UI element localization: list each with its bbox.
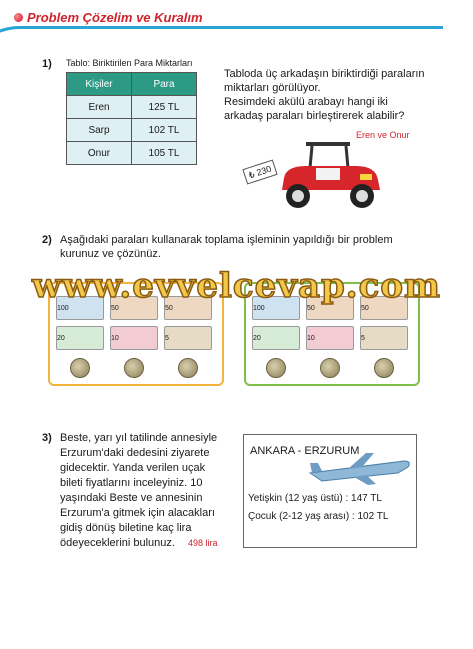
table-cell-name: Eren [67,96,132,119]
banknote: 5 [360,326,408,350]
coin [178,358,198,378]
q3-number: 3) [42,432,52,444]
q1-number: 1) [42,58,52,70]
q2-text-line-2: kurunuz ve çözünüz. [60,248,161,260]
q2-text-line-1: Aşağıdaki paraları kullanarak toplama işleminin yapıldığı bir problem [60,234,393,246]
table-header-people: Kişiler [67,73,132,96]
table-cell-name: Sarp [67,119,132,142]
q1-text-line-3: Resimdeki akülü arabayı hangi iki [224,96,388,108]
banknote: 100 [56,296,104,320]
banknote: 20 [252,326,300,350]
table-cell-name: Onur [67,142,132,165]
q3-text-line-4: bileti fiyatlarını inceleyiniz. 10 [60,477,203,489]
price-tag-text: ₺ 230 [247,163,273,181]
coin [70,358,90,378]
q3-text-line-5: yaşındaki Beste ve annesinin [60,492,203,504]
bullet-icon [14,13,23,22]
coin [374,358,394,378]
banknote: 100 [252,296,300,320]
q3-text-line-7: gidiş dönüş biletine kaç lira [60,522,192,534]
section-title [14,10,203,25]
q3-text-line-1: Beste, yarı yıl tatilinde annesiyle [60,432,218,444]
watermark: www.evvelcevap.com [32,266,441,306]
section-title-text: Problem Çözelim ve Kuralım [27,10,203,25]
table-cell-amount: 102 TL [132,119,197,142]
toy-car-image [276,138,386,216]
q3-text-line-3: gidecektir. Yanda verilen uçak [60,462,206,474]
ticket-child-price: Çocuk (2-12 yaş arası) : 102 TL [248,511,389,522]
savings-table [66,72,197,165]
ticket-adult-price: Yetişkin (12 yaş üstü) : 147 TL [248,493,382,504]
coin [320,358,340,378]
table-header-money: Para [132,73,197,96]
q3-answer: 498 lira [188,538,218,548]
banknote: 20 [56,326,104,350]
banknote: 10 [110,326,158,350]
coin [124,358,144,378]
banknote: 50 [110,296,158,320]
airplane-icon [308,451,412,487]
ticket-route: ANKARA - ERZURUM [250,445,360,457]
banknote: 50 [164,296,212,320]
flight-ticket-box [243,434,417,548]
table-cell-amount: 125 TL [132,96,197,119]
coin [266,358,286,378]
banknote: 50 [306,296,354,320]
q1-text-line-2: miktarları görülüyor. [224,82,321,94]
banknote: 5 [164,326,212,350]
table-cell-amount: 105 TL [132,142,197,165]
q2-number: 2) [42,234,52,246]
q3-text-line-6: Erzurum'a gitmek için alacakları [60,507,215,519]
q3-text-line-2: Erzurum'daki dedesini ziyarete [60,447,210,459]
table-caption: Tablo: Biriktirilen Para Miktarları [66,58,193,68]
q1-text-line-4: arkadaş paraları birleştirerek alabilir? [224,110,405,122]
q1-answer: Eren ve Onur [356,130,410,140]
q1-text-line-1: Tabloda üç arkadaşın biriktirdiği paraların [224,68,425,80]
banknote: 50 [360,296,408,320]
banknote: 10 [306,326,354,350]
q3-text-line-8: ödeyeceklerini bulunuz. [60,537,175,549]
